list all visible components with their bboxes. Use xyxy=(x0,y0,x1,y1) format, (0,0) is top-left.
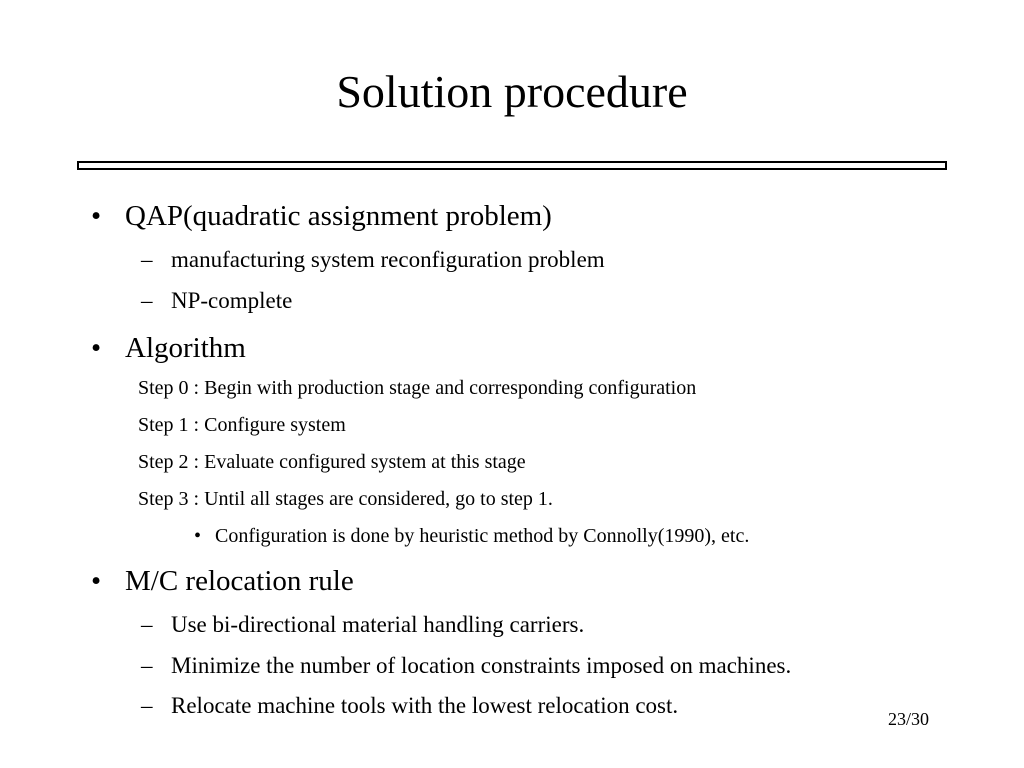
dash-marker: – xyxy=(141,247,153,272)
algorithm-step-0: Step 0 : Begin with production stage and corresponding configuration xyxy=(138,377,697,399)
bullet-marker: • xyxy=(91,200,102,232)
bullet-algorithm-label: Algorithm xyxy=(125,332,246,364)
dash-marker: – xyxy=(141,288,153,313)
sub-item-label: Relocate machine tools with the lowest relocation cost. xyxy=(171,693,679,718)
bullet-qap-label: QAP(quadratic assignment problem) xyxy=(125,200,552,232)
slide-title: Solution procedure xyxy=(336,66,688,117)
dash-marker: – xyxy=(141,693,153,718)
dash-marker: – xyxy=(141,612,153,637)
sub-item-label: Minimize the number of location constraints imposed on machines. xyxy=(171,653,792,678)
bullet-relocation-label: M/C relocation rule xyxy=(125,565,354,597)
algorithm-step-3: Step 3 : Until all stages are considered, go to step 1. xyxy=(138,488,553,510)
sub-item-label: NP-complete xyxy=(171,288,293,313)
bullet-marker: • xyxy=(91,332,102,364)
sub-item-label: Use bi-directional material handling carriers. xyxy=(171,612,585,637)
sub-item-label: manufacturing system reconfiguration problem xyxy=(171,247,605,272)
bullet-marker: • xyxy=(91,565,102,597)
algorithm-note-label: Configuration is done by heuristic method by Connolly(1990), etc. xyxy=(215,525,750,547)
algorithm-step-1: Step 1 : Configure system xyxy=(138,414,346,436)
page-number: 23/30 xyxy=(888,709,930,729)
dash-marker: – xyxy=(141,653,153,678)
small-bullet-marker: • xyxy=(194,525,202,547)
algorithm-step-2: Step 2 : Evaluate configured system at this stage xyxy=(138,451,526,473)
